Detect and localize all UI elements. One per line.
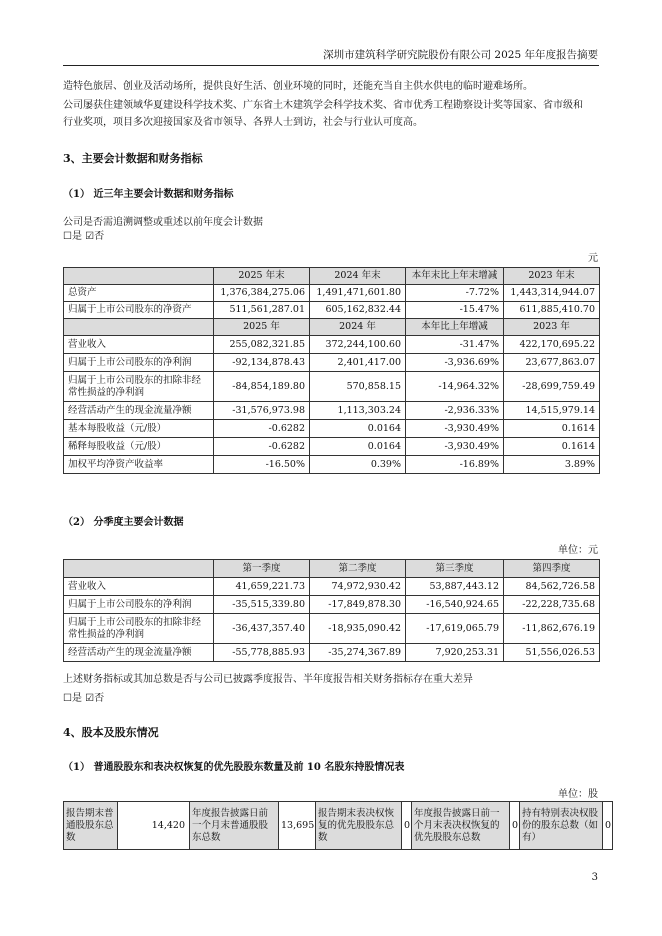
header-divider — [63, 65, 599, 66]
cell-value: -3,930.49% — [406, 438, 504, 456]
table-header-row — [64, 319, 600, 336]
quarterly-table — [63, 559, 600, 662]
row-label: 营业收入 — [64, 336, 214, 354]
cell-value: -16.89% — [406, 456, 504, 474]
table-row — [64, 596, 600, 614]
cell-value: -31.47% — [406, 336, 504, 354]
cell-value: -35,274,367.89 — [310, 644, 406, 662]
cell-value: 611,885,410.70 — [504, 302, 600, 319]
header-cell: 第三季度 — [406, 560, 504, 578]
difference-note: 上述财务指标或其加总数是否与公司已披露季度报告、半年度报告相关财务指标存在重大差异 — [63, 674, 473, 685]
cell-value: 41,659,221.73 — [214, 578, 310, 596]
cell-value: 511,561,287.01 — [214, 302, 310, 319]
cell-value: 13,695 — [279, 802, 316, 850]
cell-value: 51,556,026.53 — [504, 644, 600, 662]
header-cell: 2024 年 — [310, 319, 406, 336]
cell-value: 0 — [510, 802, 520, 850]
table-row — [64, 644, 600, 662]
table-row — [64, 438, 600, 456]
cell-value: 1,376,384,275.06 — [214, 285, 310, 302]
cell-value: -18,935,090.42 — [310, 614, 406, 644]
shareholder-count-table — [63, 801, 613, 850]
cell-value: 84,562,726.58 — [504, 578, 600, 596]
cell-value: -22,228,735.68 — [504, 596, 600, 614]
row-label: 稀释每股收益（元/股） — [64, 438, 214, 456]
cell-value: -92,134,878.43 — [214, 354, 310, 372]
cell-value: -3,936.69% — [406, 354, 504, 372]
cell-value: 3.89% — [504, 456, 600, 474]
cell-value: -36,437,357.40 — [214, 614, 310, 644]
header-cell: 2023 年 — [504, 319, 600, 336]
header-cell — [64, 560, 214, 578]
table-row — [64, 802, 613, 850]
cell-value: -0.6282 — [214, 420, 310, 438]
cell-value: 1,443,314,944.07 — [504, 285, 600, 302]
key-financials-table — [63, 267, 600, 474]
table-header-row — [64, 268, 600, 285]
table-row — [64, 402, 600, 420]
cell-label: 持有特别表决权股份的股东总数（如有） — [520, 802, 603, 850]
cell-value: -15.47% — [406, 302, 504, 319]
cell-value: 23,677,863.07 — [504, 354, 600, 372]
cell-value: 14,515,979.14 — [504, 402, 600, 420]
row-label: 归属于上市公司股东的净资产 — [64, 302, 214, 319]
table-row — [64, 285, 600, 302]
cell-value: 255,082,321.85 — [214, 336, 310, 354]
header-cell — [64, 268, 214, 285]
cell-value: -11,862,676.19 — [504, 614, 600, 644]
table-row — [64, 614, 600, 644]
row-label: 基本每股收益（元/股） — [64, 420, 214, 438]
row-label: 归属于上市公司股东的扣除非经常性损益的净利润 — [64, 372, 214, 402]
cell-value: -17,849,878.30 — [310, 596, 406, 614]
cell-value: -14,964.32% — [406, 372, 504, 402]
row-label: 归属于上市公司股东的净利润 — [64, 354, 214, 372]
cell-label: 报告期末表决权恢复的优先股股东总数 — [316, 802, 402, 850]
cell-value: 372,244,100.60 — [310, 336, 406, 354]
header-cell: 第二季度 — [310, 560, 406, 578]
cell-value: 0.1614 — [504, 438, 600, 456]
header-cell: 本年末比上年末增减 — [406, 268, 504, 285]
table1-unit: 元 — [588, 253, 598, 264]
cell-value: 53,887,443.12 — [406, 578, 504, 596]
cell-value: 1,113,303.24 — [310, 402, 406, 420]
cell-value: 570,858.15 — [310, 372, 406, 402]
restatement-question: 公司是否需追溯调整或重述以前年度会计数据 — [63, 217, 263, 228]
page-number: 3 — [591, 872, 598, 883]
cell-value: -84,854,189.80 — [214, 372, 310, 402]
cell-value: 0 — [402, 802, 412, 850]
header-cell: 第一季度 — [214, 560, 310, 578]
row-label: 归属于上市公司股东的扣除非经常性损益的净利润 — [64, 614, 214, 644]
row-label: 经营活动产生的现金流量净额 — [64, 402, 214, 420]
cell-value: -55,778,885.93 — [214, 644, 310, 662]
cell-value: 0.1614 — [504, 420, 600, 438]
row-label: 经营活动产生的现金流量净额 — [64, 644, 214, 662]
cell-value: -3,930.49% — [406, 420, 504, 438]
cell-value: -16.50% — [214, 456, 310, 474]
table-row — [64, 420, 600, 438]
restatement-answer: ☐是 ☑否 — [63, 231, 105, 242]
table-row — [64, 456, 600, 474]
cell-value: -16,540,924.65 — [406, 596, 504, 614]
header-cell — [64, 319, 214, 336]
shareholder-table-unit: 单位：股 — [558, 789, 598, 800]
header-cell: 2025 年 — [214, 319, 310, 336]
table-row — [64, 372, 600, 402]
cell-value: -31,576,973.98 — [214, 402, 310, 420]
row-label: 加权平均净资产收益率 — [64, 456, 214, 474]
cell-value: 0.39% — [310, 456, 406, 474]
cell-value: 0.0164 — [310, 438, 406, 456]
header-cell: 2023 年末 — [504, 268, 600, 285]
cell-value: 0 — [603, 802, 613, 850]
cell-value: -17,619,065.79 — [406, 614, 504, 644]
cell-value: -28,699,759.49 — [504, 372, 600, 402]
cell-label: 报告期末普通股股东总数 — [64, 802, 118, 850]
cell-value: 74,972,930.42 — [310, 578, 406, 596]
cell-value: 605,162,832.44 — [310, 302, 406, 319]
quarterly-table-unit: 单位：元 — [558, 545, 598, 556]
intro-line-3: 行业奖项，项目多次迎接国家及省市领导、各界人士到访，社会与行业认可度高。 — [63, 117, 423, 128]
intro-line-2: 公司屡获住建领域华夏建设科学技术奖、广东省土木建筑学会科学技术奖、省市优秀工程勘察设计奖等国家、省市级和 — [63, 100, 583, 111]
table-row — [64, 354, 600, 372]
row-label: 营业收入 — [64, 578, 214, 596]
table-row — [64, 578, 600, 596]
header-cell: 2025 年末 — [214, 268, 310, 285]
section-4-1-title: （1） 普通股股东和表决权恢复的优先股股东数量及前 10 名股东持股情况表 — [63, 762, 405, 773]
section-3-2-title: （2） 分季度主要会计数据 — [63, 517, 184, 528]
cell-label: 年度报告披露日前一个月末普通股股东总数 — [190, 802, 279, 850]
header-cell: 第四季度 — [504, 560, 600, 578]
report-header-title: 深圳市建筑科学研究院股份有限公司 2025 年年度报告摘要 — [323, 49, 598, 61]
cell-value: 7,920,253.31 — [406, 644, 504, 662]
row-label: 总资产 — [64, 285, 214, 302]
section-4-title: 4、股本及股东情况 — [63, 726, 159, 739]
table-header-row — [64, 560, 600, 578]
cell-value: -2,936.33% — [406, 402, 504, 420]
cell-value: -7.72% — [406, 285, 504, 302]
intro-line-1: 造特色旅居、创业及活动场所，提供良好生活、创业环境的同时，还能充当自主供水供电的临时避难场所。 — [63, 81, 533, 92]
cell-value: -0.6282 — [214, 438, 310, 456]
table-row — [64, 302, 600, 319]
section-3-1-title: （1） 近三年主要会计数据和财务指标 — [63, 189, 234, 200]
header-cell: 本年比上年增减 — [406, 319, 504, 336]
table-row — [64, 336, 600, 354]
cell-value: 0.0164 — [310, 420, 406, 438]
cell-value: 422,170,695.22 — [504, 336, 600, 354]
section-3-title: 3、主要会计数据和财务指标 — [63, 152, 203, 165]
difference-answer: ☐是 ☑否 — [63, 693, 105, 704]
cell-value: 1,491,471,601.80 — [310, 285, 406, 302]
header-cell: 2024 年末 — [310, 268, 406, 285]
cell-value: -35,515,339.80 — [214, 596, 310, 614]
cell-value: 14,420 — [118, 802, 190, 850]
row-label: 归属于上市公司股东的净利润 — [64, 596, 214, 614]
cell-value: 2,401,417.00 — [310, 354, 406, 372]
cell-label: 年度报告披露日前一个月末表决权恢复的优先股股东总数 — [412, 802, 510, 850]
